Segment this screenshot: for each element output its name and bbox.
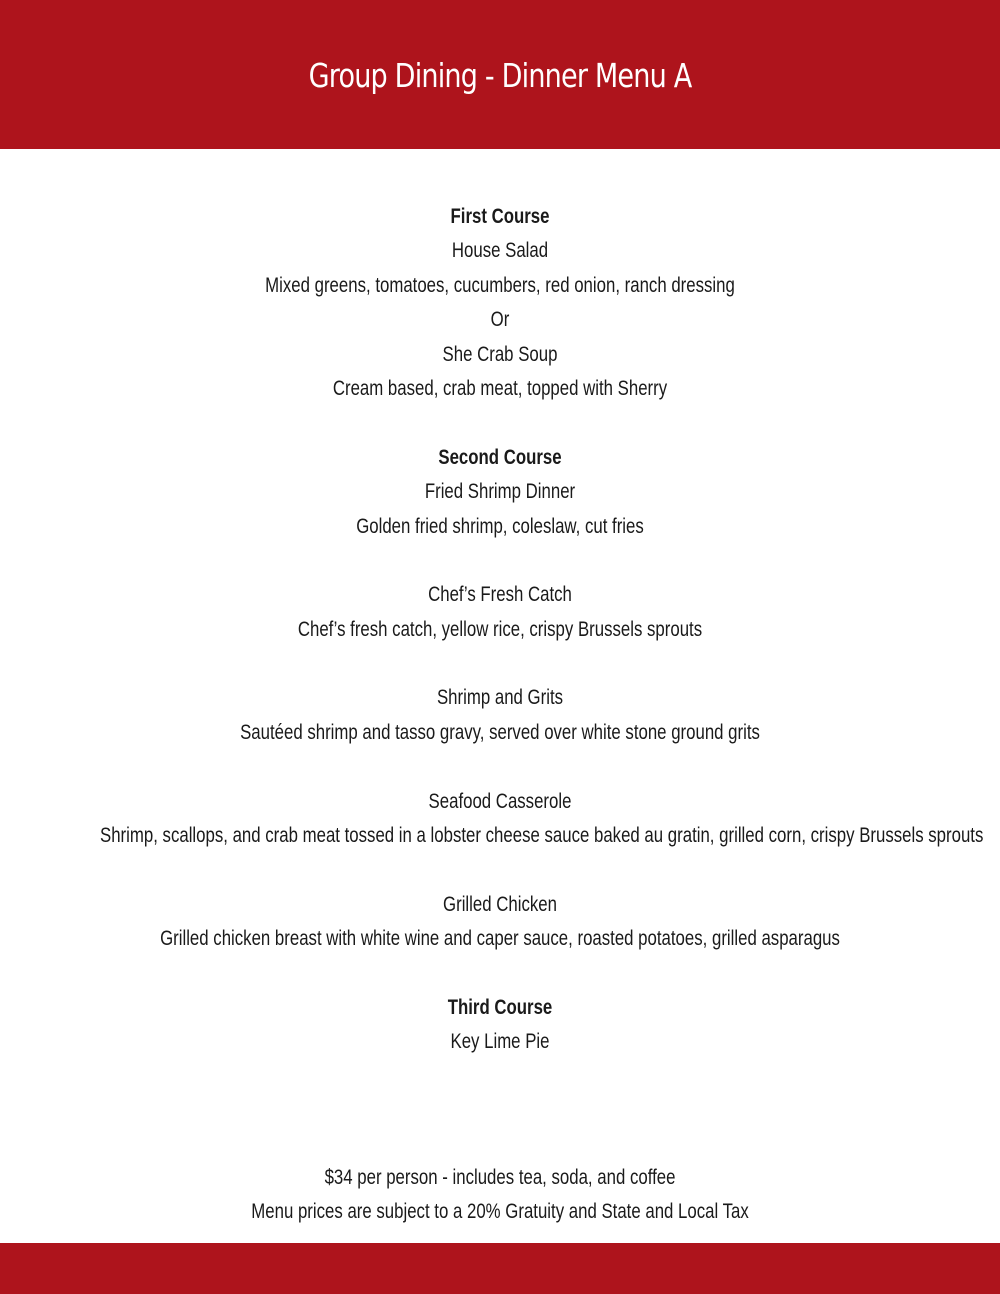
item-spacer — [0, 750, 1000, 784]
item-spacer — [0, 853, 1000, 887]
terms-line: Menu prices are subject to a 20% Gratuity and State and Local Tax — [251, 1200, 749, 1224]
section-spacer — [0, 406, 1000, 440]
menu-item-description: Chef’s fresh catch, yellow rice, crispy Brussels sprouts — [297, 617, 703, 641]
footer-banner — [0, 1243, 1000, 1294]
page-title: Group Dining - Dinner Menu A — [308, 56, 692, 95]
item-spacer — [0, 544, 1000, 578]
header-banner — [0, 0, 1000, 149]
menu-item-name: Chef’s Fresh Catch — [428, 583, 572, 607]
course-heading: Third Course — [447, 995, 553, 1019]
menu-item-description: Sautéed shrimp and tasso gravy, served over white stone ground grits — [240, 720, 760, 744]
menu-item-name: Shrimp and Grits — [436, 686, 564, 710]
menu-item-name: Key Lime Pie — [450, 1030, 550, 1054]
menu-item-name: Grilled Chicken — [443, 892, 557, 916]
menu-item-name: She Crab Soup — [442, 342, 558, 366]
pricing-footer — [0, 1161, 1000, 1230]
menu-choice-separator: Or — [490, 308, 510, 332]
course-heading: First Course — [450, 205, 550, 228]
menu-item-description: Shrimp, scallops, and crab meat tossed in a lobster cheese sauce baked au gratin, grilled corn, crispy Brussels sprouts — [100, 824, 984, 848]
menu-item-description: Grilled chicken breast with white wine and caper sauce, roasted potatoes, grilled asparagus — [160, 927, 840, 951]
menu-item-name: Fried Shrimp Dinner — [424, 480, 576, 504]
price-line: $34 per person - includes tea, soda, and coffee — [324, 1166, 676, 1189]
menu-item-description: Golden fried shrimp, coleslaw, cut fries — [356, 514, 644, 538]
menu-item-name: House Salad — [451, 239, 549, 263]
menu-item-description: Cream based, crab meat, topped with Sherry — [332, 376, 668, 400]
menu-item-description: Mixed greens, tomatoes, cucumbers, red onion, ranch dressing — [265, 273, 735, 297]
menu-item-name: Seafood Casserole — [428, 789, 572, 813]
menu-body — [0, 200, 1000, 1060]
third-course-section — [0, 991, 1000, 1060]
item-spacer — [0, 647, 1000, 681]
section-spacer — [0, 957, 1000, 991]
course-heading: Second Course — [438, 445, 562, 469]
second-course-section — [0, 441, 1000, 957]
first-course-section — [0, 200, 1000, 406]
